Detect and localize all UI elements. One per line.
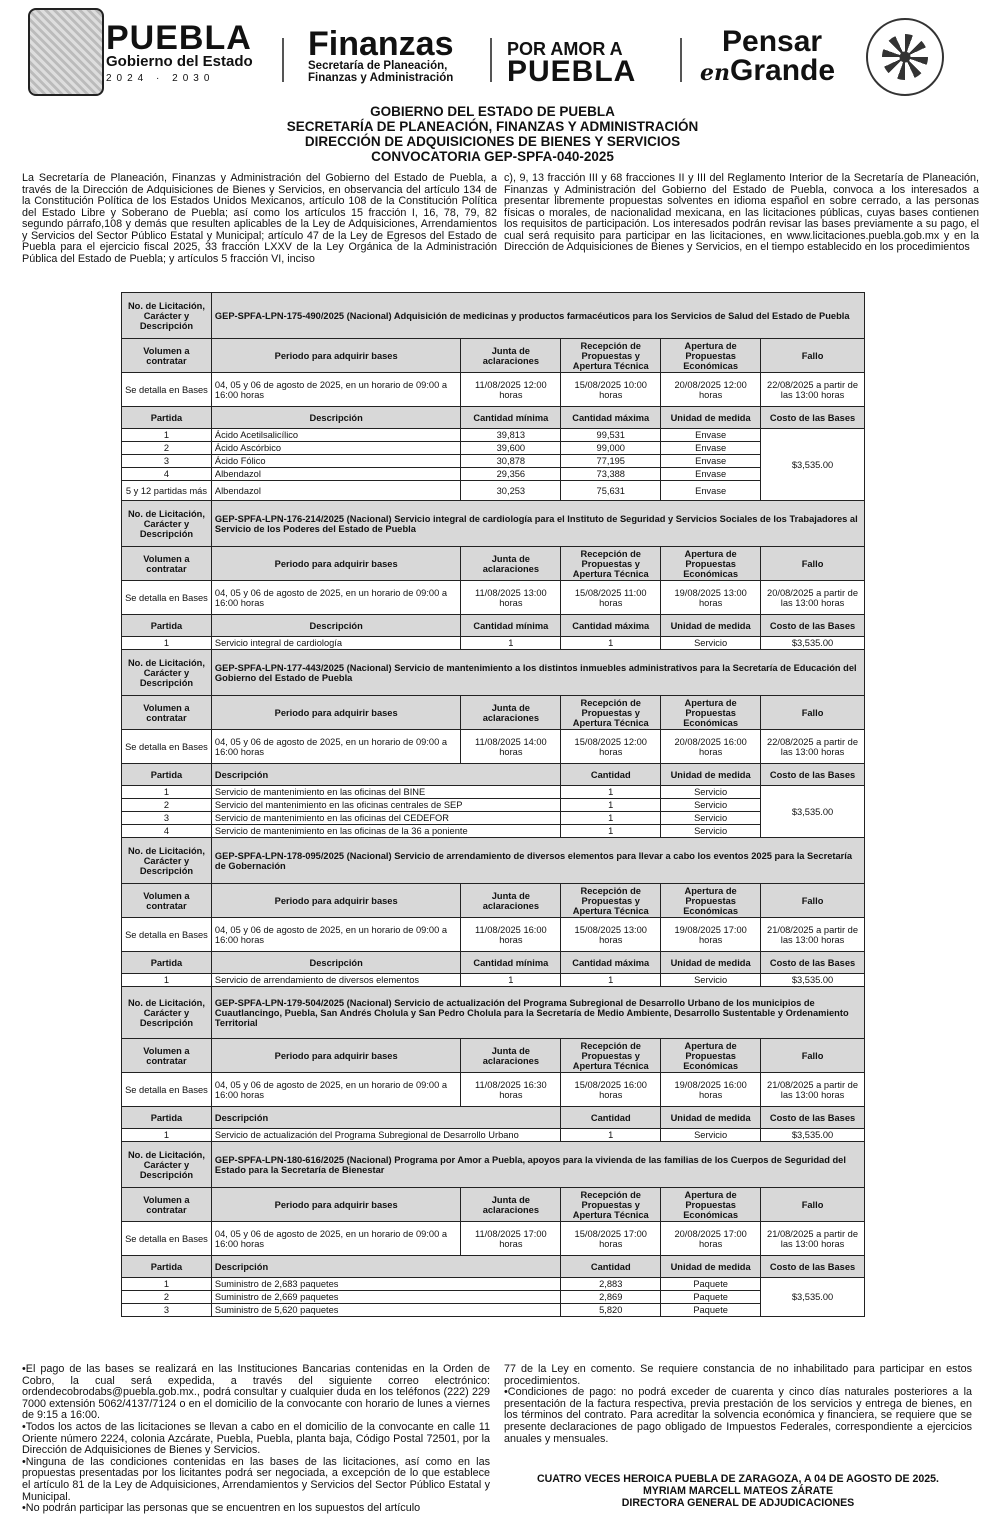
periodo-value: 04, 05 y 06 de agosto de 2025, en un horario de 09:00 a 16:00 horas — [211, 730, 461, 764]
costo-bases-value: $3,535.00 — [761, 974, 865, 987]
title-line: SECRETARÍA DE PLANEACIÓN, FINANZAS Y ADMINISTRACIÓN — [286, 119, 699, 134]
title-line: DIRECCIÓN DE ADQUISICIONES DE BIENES Y SERVICIOS — [304, 134, 681, 149]
licitacion-title: GEP-SPFA-LPN-177-443/2025 (Nacional) Servicio de mantenimiento a los distintos inmuebles administrativos para la Secretaría de Educación del Gobierno del Estado de Puebla — [211, 650, 864, 696]
item-partida: 2 — [122, 799, 212, 812]
item-descripcion: Servicio de mantenimiento en las oficinas de la 36 a poniente — [211, 825, 560, 838]
unidad-label: Unidad de medida — [661, 952, 761, 974]
no-licitacion-label: No. de Licitación, Carácter y Descripción — [122, 650, 212, 696]
item-descripcion: Albendazol — [211, 481, 461, 501]
finanzas-logo — [308, 25, 454, 84]
footer-notes-left — [22, 1364, 490, 1515]
amor-logo-line2: PUEBLA — [507, 55, 637, 88]
item-cantidad-minima: 39,600 — [461, 442, 561, 455]
licitacion-title: GEP-SPFA-LPN-175-490/2025 (Nacional) Adquisición de medicinas y productos farmacéuticos para los Servicios de Salud del Estado de Puebla — [211, 293, 864, 339]
fallo-value: 21/08/2025 a partir de las 13:00 horas — [761, 1222, 865, 1256]
item-cantidad-maxima: 1 — [561, 974, 661, 987]
volumen-label: Volumen a contratar — [122, 1188, 212, 1222]
schedule-header-row — [122, 547, 865, 581]
item-descripcion: Ácido Acetilsalicílico — [211, 429, 461, 442]
volumen-label: Volumen a contratar — [122, 884, 212, 918]
finanzas-logo-name: Finanzas — [308, 25, 454, 63]
page-header — [0, 0, 985, 100]
item-cantidad-maxima: 99,000 — [561, 442, 661, 455]
signature-name: MYRIAM MARCELL MATEOS ZÁRATE — [642, 1485, 834, 1497]
junta-value: 11/08/2025 16:00 horas — [461, 918, 561, 952]
fallo-label: Fallo — [761, 696, 865, 730]
schedule-row — [122, 730, 865, 764]
item-descripcion: Suministro de 5,620 paquetes — [211, 1304, 560, 1317]
cantidad-maxima-label: Cantidad máxima — [561, 407, 661, 429]
item-partida: 4 — [122, 825, 212, 838]
signature-block — [504, 1473, 972, 1509]
item-cantidad: 1 — [561, 1129, 661, 1142]
item-descripcion: Ácido Ascórbico — [211, 442, 461, 455]
costo-label: Costo de las Bases — [761, 1107, 865, 1129]
apertura-label: Apertura de Propuestas Económicas — [661, 547, 761, 581]
cantidad-label: Cantidad — [561, 1256, 661, 1278]
item-descripcion: Suministro de 2,669 paquetes — [211, 1291, 560, 1304]
volumen-value: Se detalla en Bases — [122, 581, 212, 615]
item-partida: 3 — [122, 1304, 212, 1317]
fallo-label: Fallo — [761, 884, 865, 918]
item-partida: 1 — [122, 429, 212, 442]
item-partida: 4 — [122, 468, 212, 481]
item-cantidad: 2,883 — [561, 1278, 661, 1291]
descripcion-label: Descripción — [211, 1256, 560, 1278]
unidad-label: Unidad de medida — [661, 1256, 761, 1278]
item-cantidad-maxima: 77,195 — [561, 455, 661, 468]
item-unidad: Servicio — [661, 799, 761, 812]
pensar-en-grande-logo — [700, 25, 836, 88]
volumen-value: Se detalla en Bases — [122, 918, 212, 952]
logo-divider — [282, 38, 284, 82]
apertura-value: 19/08/2025 17:00 horas — [661, 918, 761, 952]
schedule-row — [122, 1073, 865, 1107]
document-titles — [0, 104, 985, 164]
item-cantidad-maxima: 73,388 — [561, 468, 661, 481]
costo-label: Costo de las Bases — [761, 615, 865, 637]
item-unidad: Paquete — [661, 1291, 761, 1304]
logo-divider — [490, 38, 492, 82]
item-row — [122, 786, 865, 799]
item-partida: 1 — [122, 786, 212, 799]
partida-label: Partida — [122, 1107, 212, 1129]
schedule-header-row — [122, 884, 865, 918]
licitacion-title-row — [122, 987, 865, 1039]
licitacion-title-row — [122, 838, 865, 884]
volumen-label: Volumen a contratar — [122, 339, 212, 373]
schedule-header-row — [122, 696, 865, 730]
item-row — [122, 1278, 865, 1291]
partida-label: Partida — [122, 952, 212, 974]
item-unidad: Envase — [661, 468, 761, 481]
item-partida: 3 — [122, 455, 212, 468]
title-line: CONVOCATORIA GEP-SPFA-040-2025 — [371, 149, 614, 164]
item-cantidad: 1 — [561, 825, 661, 838]
item-unidad: Envase — [661, 429, 761, 442]
periodo-value: 04, 05 y 06 de agosto de 2025, en un horario de 09:00 a 16:00 horas — [211, 373, 461, 407]
item-descripcion: Servicio de mantenimiento en las oficinas del CEDEFOR — [211, 812, 560, 825]
item-row — [122, 799, 865, 812]
item-row — [122, 812, 865, 825]
partida-label: Partida — [122, 764, 212, 786]
costo-label: Costo de las Bases — [761, 764, 865, 786]
descripcion-label: Descripción — [211, 952, 461, 974]
no-licitacion-label: No. de Licitación, Carácter y Descripción — [122, 293, 212, 339]
item-unidad: Servicio — [661, 812, 761, 825]
descripcion-label: Descripción — [211, 1107, 560, 1129]
amor-logo-line1: POR AMOR A — [507, 39, 623, 59]
pensar-logo-grande: Grande — [730, 54, 836, 87]
periodo-label: Periodo para adquirir bases — [211, 339, 461, 373]
item-descripcion: Servicio integral de cardiología — [211, 637, 461, 650]
item-descripcion: Servicio de arrendamiento de diversos elementos — [211, 974, 461, 987]
junta-label: Junta de aclaraciones — [461, 884, 561, 918]
volumen-value: Se detalla en Bases — [122, 730, 212, 764]
finanzas-logo-sub1: Secretaría de Planeación, — [308, 60, 448, 72]
recepcion-label: Recepción de Propuestas y Apertura Técnica — [561, 696, 661, 730]
item-cantidad: 1 — [561, 812, 661, 825]
costo-bases-value: $3,535.00 — [761, 1278, 865, 1317]
cantidad-label: Cantidad — [561, 764, 661, 786]
pensar-logo-line1: Pensar — [722, 25, 823, 58]
item-unidad: Paquete — [661, 1304, 761, 1317]
items-header-row — [122, 1107, 865, 1129]
periodo-value: 04, 05 y 06 de agosto de 2025, en un horario de 09:00 a 16:00 horas — [211, 1073, 461, 1107]
pensar-logo-en: en — [700, 60, 730, 86]
footer-note: •No podrán participar las personas que se encuentren en los supuestos del artículo — [22, 1502, 421, 1515]
periodo-label: Periodo para adquirir bases — [211, 547, 461, 581]
items-header-row — [122, 1256, 865, 1278]
partida-label: Partida — [122, 1256, 212, 1278]
recepcion-value: 15/08/2025 10:00 horas — [561, 373, 661, 407]
footer-note: •El pago de las bases se realizará en las Instituciones Bancarias contenidas en la Orden de Cobro, la cual será expedida, a través del siguiente correo electrónico: ordendecobrodabs@puebla.gob.mx., podrá consultar y cualquier duda en los teléfonos (222) 229 7000 extensión 5062/4137/7124 o en el domicilio de la convocante con horario de lunes a viernes de 9:15 a 16:00. — [22, 1363, 490, 1422]
item-cantidad: 1 — [561, 799, 661, 812]
fallo-value: 22/08/2025 a partir de las 13:00 horas — [761, 373, 865, 407]
recepcion-label: Recepción de Propuestas y Apertura Técnica — [561, 547, 661, 581]
cantidad-minima-label: Cantidad mínima — [461, 615, 561, 637]
periodo-value: 04, 05 y 06 de agosto de 2025, en un horario de 09:00 a 16:00 horas — [211, 918, 461, 952]
fallo-label: Fallo — [761, 1188, 865, 1222]
footer-note: 77 de la Ley en comento. Se requiere constancia de no inhabilitado para participar en estos procedimientos. — [504, 1363, 972, 1387]
item-cantidad: 5,820 — [561, 1304, 661, 1317]
costo-label: Costo de las Bases — [761, 952, 865, 974]
unidad-label: Unidad de medida — [661, 764, 761, 786]
junta-label: Junta de aclaraciones — [461, 339, 561, 373]
partida-label: Partida — [122, 407, 212, 429]
item-cantidad-minima: 1 — [461, 974, 561, 987]
periodo-label: Periodo para adquirir bases — [211, 696, 461, 730]
item-cantidad-minima: 29,356 — [461, 468, 561, 481]
licitacion-title-row — [122, 1142, 865, 1188]
volumen-value: Se detalla en Bases — [122, 373, 212, 407]
junta-value: 11/08/2025 13:00 horas — [461, 581, 561, 615]
item-unidad: Paquete — [661, 1278, 761, 1291]
licitaciones-table — [121, 292, 865, 1317]
apertura-value: 20/08/2025 17:00 horas — [661, 1222, 761, 1256]
costo-bases-value: $3,535.00 — [761, 429, 865, 501]
item-partida: 1 — [122, 974, 212, 987]
item-unidad: Servicio — [661, 974, 761, 987]
item-descripcion: Suministro de 2,683 paquetes — [211, 1278, 560, 1291]
junta-label: Junta de aclaraciones — [461, 696, 561, 730]
cantidad-minima-label: Cantidad mínima — [461, 407, 561, 429]
item-row — [122, 455, 865, 468]
items-header-row — [122, 407, 865, 429]
apertura-label: Apertura de Propuestas Económicas — [661, 339, 761, 373]
item-row — [122, 442, 865, 455]
item-unidad: Envase — [661, 455, 761, 468]
recepcion-label: Recepción de Propuestas y Apertura Técnica — [561, 339, 661, 373]
apertura-value: 20/08/2025 16:00 horas — [661, 730, 761, 764]
intro-paragraph-right: c), 9, 13 fracción III y 68 fracciones II y III del Reglamento Interior de la Secretaría de Planeación, Finanzas y Administración del Gobierno del Estado de Puebla, convoca a los interesados a presentar libremente propuestas solventes en idioma español en sobre cerrado, a las personas físicas o morales, de nacionalidad mexicana, en las licitaciones públicas, cuyas bases contienen los requisitos de participación. Los interesados podrán revisar las bases previamente a su pago, el cual será requisito para participar en las licitaciones, en www.licitaciones.puebla.gob.mx y en la Dirección de Adquisiciones de Bienes y Servicios, en el tiempo establecido en los procedimientos — [504, 172, 979, 253]
costo-bases-value: $3,535.00 — [761, 637, 865, 650]
schedule-header-row — [122, 1039, 865, 1073]
puebla-logo-name: PUEBLA — [106, 19, 252, 57]
recepcion-value: 15/08/2025 16:00 horas — [561, 1073, 661, 1107]
schedule-header-row — [122, 1188, 865, 1222]
apertura-label: Apertura de Propuestas Económicas — [661, 1188, 761, 1222]
junta-value: 11/08/2025 16:30 horas — [461, 1073, 561, 1107]
unidad-label: Unidad de medida — [661, 407, 761, 429]
item-partida: 5 y 12 partidas más — [122, 481, 212, 501]
partida-label: Partida — [122, 615, 212, 637]
descripcion-label: Descripción — [211, 615, 461, 637]
item-row — [122, 1129, 865, 1142]
recepcion-label: Recepción de Propuestas y Apertura Técnica — [561, 1188, 661, 1222]
item-partida: 1 — [122, 1129, 212, 1142]
item-row — [122, 1304, 865, 1317]
periodo-label: Periodo para adquirir bases — [211, 1188, 461, 1222]
descripcion-label: Descripción — [211, 764, 560, 786]
junta-value: 11/08/2025 17:00 horas — [461, 1222, 561, 1256]
descripcion-label: Descripción — [211, 407, 461, 429]
item-cantidad-minima: 30,253 — [461, 481, 561, 501]
recepcion-value: 15/08/2025 12:00 horas — [561, 730, 661, 764]
people-circle-icon — [882, 34, 928, 80]
licitacion-title-row — [122, 650, 865, 696]
costo-bases-value: $3,535.00 — [761, 1129, 865, 1142]
item-row — [122, 1291, 865, 1304]
junta-value: 11/08/2025 12:00 horas — [461, 373, 561, 407]
licitacion-title: GEP-SPFA-LPN-179-504/2025 (Nacional) Servicio de actualización del Programa Subregional de Desarrollo Urbano de los municipios de Cuautlancingo, Puebla, San Andrés Cholula y San Pedro Cholula para la Secretaría de Medio Ambiente, Desarrollo Sustentable y Ordenamiento Territorial — [211, 987, 864, 1039]
junta-label: Junta de aclaraciones — [461, 1039, 561, 1073]
fallo-value: 22/08/2025 a partir de las 13:00 horas — [761, 730, 865, 764]
volumen-value: Se detalla en Bases — [122, 1222, 212, 1256]
junta-label: Junta de aclaraciones — [461, 1188, 561, 1222]
junta-label: Junta de aclaraciones — [461, 547, 561, 581]
items-header-row — [122, 615, 865, 637]
licitacion-title: GEP-SPFA-LPN-180-616/2025 (Nacional) Programa por Amor a Puebla, apoyos para la vivienda de las familias de los Cuerpos de Seguridad del Estado para la Secretaría de Bienestar — [211, 1142, 864, 1188]
cantidad-maxima-label: Cantidad máxima — [561, 615, 661, 637]
schedule-row — [122, 918, 865, 952]
signature-place-date: CUATRO VECES HEROICA PUEBLA DE ZARAGOZA, A 04 DE AGOSTO DE 2025. — [536, 1473, 940, 1485]
licitacion-title: GEP-SPFA-LPN-178-095/2025 (Nacional) Servicio de arrendamiento de diversos elementos para llevar a cabo los eventos 2025 para la Secretaría de Gobernación — [211, 838, 864, 884]
fallo-label: Fallo — [761, 1039, 865, 1073]
periodo-label: Periodo para adquirir bases — [211, 1039, 461, 1073]
item-unidad: Servicio — [661, 786, 761, 799]
schedule-row — [122, 373, 865, 407]
item-row — [122, 481, 865, 501]
puebla-government-logo — [106, 19, 253, 84]
volumen-value: Se detalla en Bases — [122, 1073, 212, 1107]
costo-label: Costo de las Bases — [761, 407, 865, 429]
pensar-logo-line2 — [700, 56, 835, 88]
apertura-value: 19/08/2025 13:00 horas — [661, 581, 761, 615]
volumen-label: Volumen a contratar — [122, 1039, 212, 1073]
item-descripcion: Albendazol — [211, 468, 461, 481]
item-partida: 1 — [122, 1278, 212, 1291]
item-row — [122, 974, 865, 987]
item-partida: 2 — [122, 1291, 212, 1304]
apertura-value: 19/08/2025 16:00 horas — [661, 1073, 761, 1107]
equality-certification-seal-icon — [866, 18, 944, 96]
por-amor-a-puebla-logo — [507, 40, 636, 86]
recepcion-value: 15/08/2025 11:00 horas — [561, 581, 661, 615]
periodo-value: 04, 05 y 06 de agosto de 2025, en un horario de 09:00 a 16:00 horas — [211, 581, 461, 615]
recepcion-label: Recepción de Propuestas y Apertura Técnica — [561, 1039, 661, 1073]
item-cantidad: 2,869 — [561, 1291, 661, 1304]
volumen-label: Volumen a contratar — [122, 696, 212, 730]
licitacion-title-row — [122, 293, 865, 339]
item-row — [122, 637, 865, 650]
apertura-label: Apertura de Propuestas Económicas — [661, 696, 761, 730]
item-row — [122, 468, 865, 481]
item-partida: 1 — [122, 637, 212, 650]
fallo-value: 21/08/2025 a partir de las 13:00 horas — [761, 918, 865, 952]
recepcion-value: 15/08/2025 17:00 horas — [561, 1222, 661, 1256]
no-licitacion-label: No. de Licitación, Carácter y Descripción — [122, 1142, 212, 1188]
item-descripcion: Servicio de actualización del Programa Subregional de Desarrollo Urbano — [211, 1129, 560, 1142]
unidad-label: Unidad de medida — [661, 1107, 761, 1129]
item-descripcion: Servicio de mantenimiento en las oficinas del BINE — [211, 786, 560, 799]
apertura-label: Apertura de Propuestas Económicas — [661, 884, 761, 918]
item-unidad: Envase — [661, 442, 761, 455]
licitacion-title-row — [122, 501, 865, 547]
item-unidad: Servicio — [661, 825, 761, 838]
fallo-label: Fallo — [761, 547, 865, 581]
logo-divider — [680, 38, 682, 82]
volumen-label: Volumen a contratar — [122, 547, 212, 581]
item-cantidad-maxima: 1 — [561, 637, 661, 650]
periodo-value: 04, 05 y 06 de agosto de 2025, en un horario de 09:00 a 16:00 horas — [211, 1222, 461, 1256]
footer-notes-right — [504, 1364, 972, 1445]
signature-position: DIRECTORA GENERAL DE ADJUDICACIONES — [621, 1497, 855, 1509]
licitacion-title: GEP-SPFA-LPN-176-214/2025 (Nacional) Servicio integral de cardiología para el Instituto de Seguridad y Servicios Sociales de los Trabajadores al Servicio de los Poderes del Estado de Puebla — [211, 501, 864, 547]
item-cantidad: 1 — [561, 786, 661, 799]
items-header-row — [122, 952, 865, 974]
item-cantidad-maxima: 99,531 — [561, 429, 661, 442]
schedule-header-row — [122, 339, 865, 373]
state-coat-of-arms-icon — [28, 8, 104, 96]
footer-note: •Condiciones de pago: no podrá exceder de cuarenta y cinco días naturales posteriores a la presentación de la factura respectiva, previa prestación de los servicios y entrega de bienes, en los términos del contrato. Para acreditar la solvencia económica y financiera, se requiere que se presente declaraciones de pago obligado de Impuestos Federales, correspondiente a ejercicios anuales y mensuales. — [504, 1386, 972, 1445]
item-descripcion: Servicio del mantenimiento en las oficinas centrales de SEP — [211, 799, 560, 812]
costo-label: Costo de las Bases — [761, 1256, 865, 1278]
finanzas-logo-sub2: Finanzas y Administración — [308, 72, 454, 84]
fallo-value: 20/08/2025 a partir de las 13:00 horas — [761, 581, 865, 615]
item-cantidad-minima: 30,878 — [461, 455, 561, 468]
puebla-logo-subtitle: Gobierno del Estado — [106, 53, 253, 70]
intro-paragraph-left: La Secretaría de Planeación, Finanzas y Administración del Gobierno del Estado de Puebla, a través de la Dirección de Adquisiciones de Bienes y Servicios, en observancia del artículo 134 de la Constitución Política de los Estados Unidos Mexicanos, artículo 108 de la Constitución Política del Estado Libre y Soberano de Puebla; así como los artículos 15 fracción I, 16, 78, 79, 82 segundo párrafo,108 y demás que resulten aplicables de la Ley de Adquisiciones, Arrendamientos y Servicios del Sector Público Estatal y Municipal; artículo 47 de la Ley de Egresos del Estado de Puebla para el ejercicio fiscal 2025, 33 fracción LXXV de la Ley Orgánica de la Administración Pública del Estado de Puebla; y artículos 5 fracción VI, inciso — [22, 172, 497, 265]
fallo-label: Fallo — [761, 339, 865, 373]
costo-bases-value: $3,535.00 — [761, 786, 865, 838]
item-cantidad-maxima: 75,631 — [561, 481, 661, 501]
cantidad-label: Cantidad — [561, 1107, 661, 1129]
item-cantidad-minima: 39,813 — [461, 429, 561, 442]
item-descripcion: Ácido Fólico — [211, 455, 461, 468]
cantidad-maxima-label: Cantidad máxima — [561, 952, 661, 974]
junta-value: 11/08/2025 14:00 horas — [461, 730, 561, 764]
footer-note: •Ninguna de las condiciones contenidas en las bases de las licitaciones, así como en las propuestas presentadas por los licitantes podrá ser negociada, a excepción de lo que establece el artículo 81 de la Ley de Adquisiciones, Arrendamientos y Servicios del Sector Público Estatal y Municipal. — [22, 1455, 490, 1503]
item-unidad: Servicio — [661, 637, 761, 650]
recepcion-value: 15/08/2025 13:00 horas — [561, 918, 661, 952]
item-row — [122, 429, 865, 442]
schedule-row — [122, 1222, 865, 1256]
no-licitacion-label: No. de Licitación, Carácter y Descripción — [122, 987, 212, 1039]
apertura-label: Apertura de Propuestas Económicas — [661, 1039, 761, 1073]
unidad-label: Unidad de medida — [661, 615, 761, 637]
item-unidad: Servicio — [661, 1129, 761, 1142]
no-licitacion-label: No. de Licitación, Carácter y Descripción — [122, 838, 212, 884]
item-unidad: Envase — [661, 481, 761, 501]
title-line: GOBIERNO DEL ESTADO DE PUEBLA — [370, 104, 615, 119]
item-partida: 3 — [122, 812, 212, 825]
no-licitacion-label: No. de Licitación, Carácter y Descripción — [122, 501, 212, 547]
schedule-row — [122, 581, 865, 615]
footer-note: •Todos los actos de las licitaciones se llevan a cabo en el domicilio de la convocante en calle 11 Oriente número 2224, colonia Azcárate, Puebla, Puebla, planta baja, Código Postal 72501, por la Dirección de Adquisiciones de Bienes y Servicios. — [22, 1420, 490, 1457]
item-partida: 2 — [122, 442, 212, 455]
item-cantidad-minima: 1 — [461, 637, 561, 650]
items-header-row — [122, 764, 865, 786]
cantidad-minima-label: Cantidad mínima — [461, 952, 561, 974]
fallo-value: 21/08/2025 a partir de las 13:00 horas — [761, 1073, 865, 1107]
puebla-logo-years: 2024 · 2030 — [106, 73, 215, 84]
recepcion-label: Recepción de Propuestas y Apertura Técnica — [561, 884, 661, 918]
apertura-value: 20/08/2025 12:00 horas — [661, 373, 761, 407]
item-row — [122, 825, 865, 838]
periodo-label: Periodo para adquirir bases — [211, 884, 461, 918]
